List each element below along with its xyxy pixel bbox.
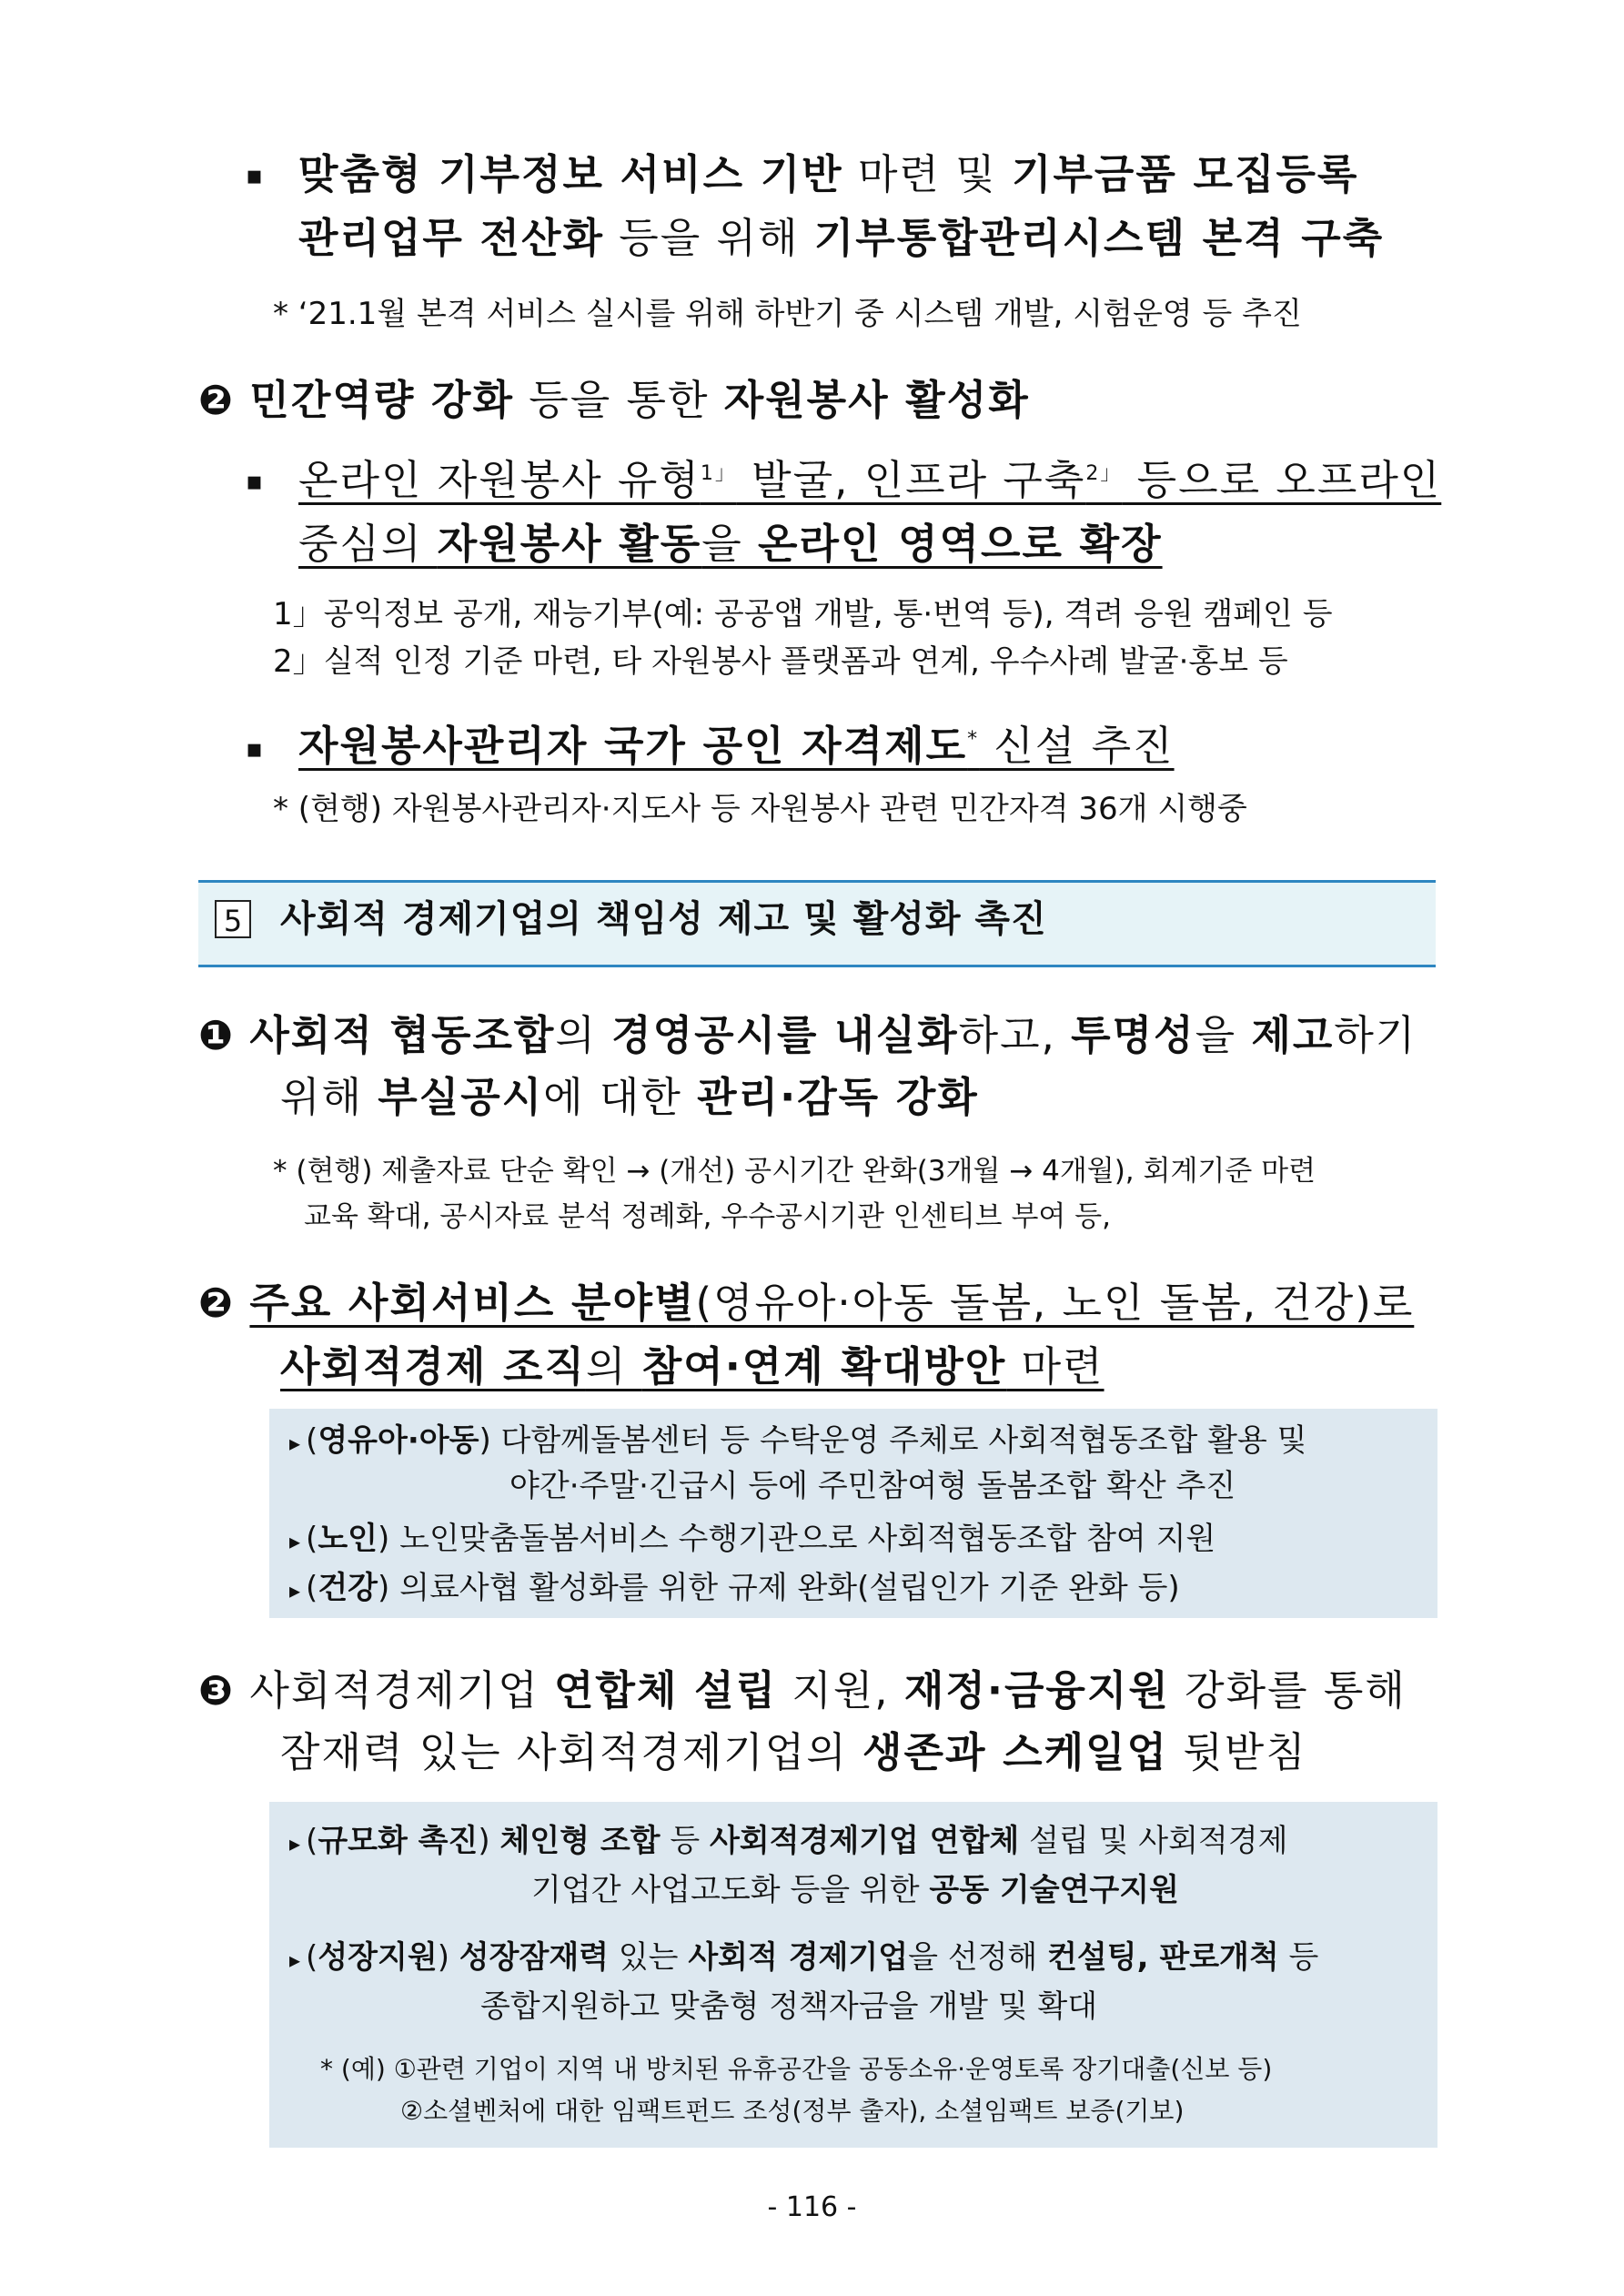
item2-line2: 사회적경제 조직의 참여·연계 확대방안 마련 <box>280 1342 1105 1391</box>
item1-note2: 교육 확대, 공시자료 분석 정례화, 우수공시기관 인센티브 부여 등, <box>304 1200 1111 1233</box>
section-title: 사회적 경제기업의 책임성 제고 및 활성화 촉진 <box>280 898 1047 940</box>
item3-line2: 잠재력 있는 사회적경제기업의 생존과 스케일업 뒷받침 <box>280 1728 1307 1776</box>
bullet-square: ▪ <box>246 733 263 764</box>
item2-line1: ❷ 주요 사회서비스 분야별(영유아·아동 돌봄, 노인 돌봄, 건강)로 <box>198 1279 1415 1327</box>
item1-line2: 위해 부실공시에 대한 관리·감독 강화 <box>280 1073 979 1121</box>
bullet-square: ▪ <box>246 160 263 190</box>
item1-line1: ❶ 사회적 협동조합의 경영공시를 내실화하고, 투명성을 제고하기 <box>198 1011 1417 1059</box>
volunteer-bullet2: 자원봉사관리자 국가 공인 자격제도* 신설 추진 <box>298 722 1175 770</box>
item2-box-row1b: 야간·주말·긴급시 등에 주민참여형 돌봄조합 확산 추진 <box>509 1468 1236 1504</box>
top-bullet-line2: 관리업무 전산화 등을 위해 기부통합관리시스템 본격 구축 <box>298 214 1385 262</box>
volunteer-bullet1-line1: 온라인 자원봉사 유형$^{1」}$ 발굴, 인프라 구축$^{2」}$ 등으로 오프라인 <box>298 456 1442 504</box>
item3-box-note2: ②소셜벤처에 대한 임팩트펀드 조성(정부 출자), 소셜임팩트 보증(기보) <box>400 2096 1185 2126</box>
bullet-square: ▪ <box>246 466 263 496</box>
item3-line1: ❸ 사회적경제기업 연합체 설립 지원, 재정·금융지원 강화를 통해 <box>198 1666 1407 1714</box>
volunteer-bullet1-line2: 중심의 자원봉사 활동을 온라인 영역으로 확장 <box>298 520 1163 568</box>
item1-note1: * (현행) 제출자료 단순 확인 → (개선) 공시기간 완화(3개월 → 4개월), 회계기준 마련 <box>273 1155 1316 1188</box>
item2-box-row1: ▸ (영유아·아동) 다함께돌봄센터 등 수탁운영 주체로 사회적협동조합 활용 및 <box>289 1422 1307 1459</box>
top-bullet-note: * ‘21.1월 본격 서비스 실시를 위해 하반기 중 시스템 개발, 시험운영 등 추진 <box>273 296 1302 332</box>
item3-box-row1b: 기업간 사업고도화 등을 위한 공동 기술연구지원 <box>531 1872 1179 1908</box>
item-volunteer-title: ❷ 민간역량 강화 등을 통한 자원봉사 활성화 <box>198 376 1030 424</box>
volunteer-note1: 1」공익정보 공개, 재능기부(예: 공공앱 개발, 통·번역 등), 격려 응원 캠페인 등 <box>273 596 1333 632</box>
volunteer-bullet2-note: * (현행) 자원봉사관리자·지도사 등 자원봉사 관련 민간자격 36개 시행중 <box>273 791 1247 827</box>
item3-box-row1: ▸ (규모화 촉진) 체인형 조합 등 사회적경제기업 연합체 설립 및 사회적경제 <box>289 1823 1288 1859</box>
volunteer-note2: 2」실적 인정 기준 마련, 타 자원봉사 플랫폼과 연계, 우수사례 발굴·홍보 등 <box>273 643 1288 680</box>
item3-box-row2: ▸ (성장지원) 성장잠재력 있는 사회적 경제기업을 선정해 컨설팅, 판로개척 등 <box>289 1939 1319 1976</box>
item3-box-note1: * (예) ①관련 기업이 지역 내 방치된 유휴공간을 공동소유·운영토록 장기대출(신보 등) <box>320 2054 1273 2084</box>
top-bullet-line1: 맞춤형 기부정보 서비스 기반 마련 및 기부금품 모집등록 <box>298 150 1359 198</box>
section-number: 5 <box>215 900 251 938</box>
item2-box-row3: ▸ (건강) 의료사협 활성화를 위한 규제 완화(설립인가 기준 완화 등) <box>289 1570 1180 1606</box>
page-number: - 116 - <box>767 2191 857 2223</box>
item3-box-row2b: 종합지원하고 맞춤형 정책자금을 개발 및 확대 <box>480 1988 1098 2025</box>
item2-box-row2: ▸ (노인) 노인맞춤돌봄서비스 수행기관으로 사회적협동조합 참여 지원 <box>289 1521 1216 1557</box>
